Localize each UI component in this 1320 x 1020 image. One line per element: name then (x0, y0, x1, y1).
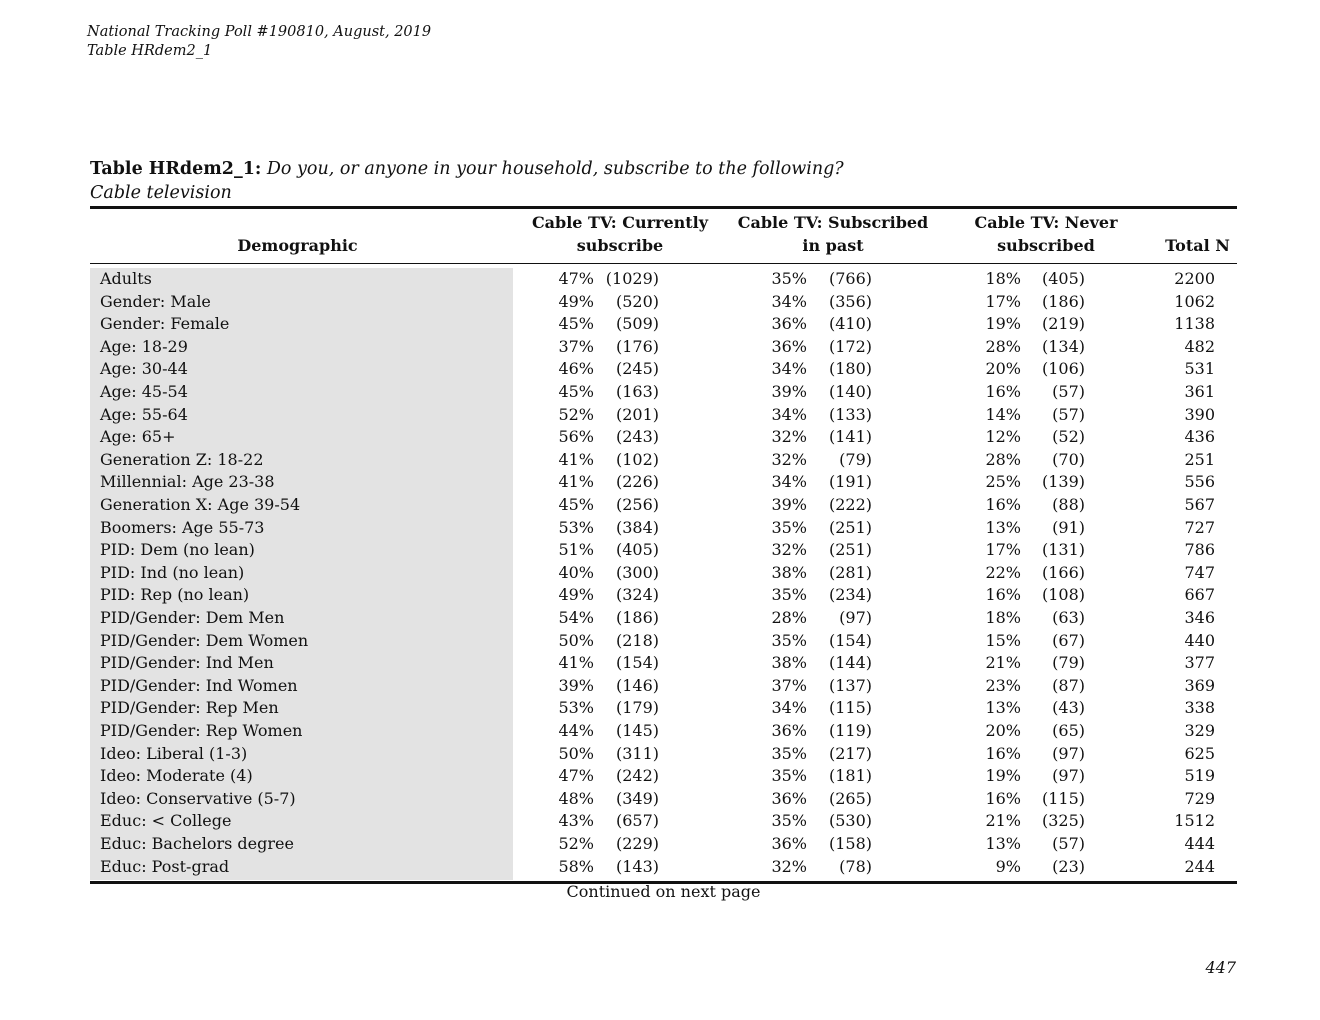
never-n: (87) (1052, 675, 1085, 695)
row-label: PID: Dem (no lean) (100, 540, 255, 560)
never-pct: 18% (985, 608, 1021, 627)
never-n: (57) (1052, 404, 1085, 424)
row-label: PID/Gender: Ind Men (100, 653, 274, 673)
total-n: 729 (1184, 788, 1215, 808)
past-pct: 38% (771, 562, 807, 582)
currently-n: (324) (615, 585, 659, 605)
never-n: (65) (1052, 721, 1085, 740)
past-pct: 32% (771, 427, 807, 447)
currently-pct: 41% (558, 472, 594, 492)
currently-pct: 47% (558, 766, 594, 786)
header-rule (90, 263, 1237, 264)
table-row (0, 494, 1320, 517)
currently-pct: 43% (558, 811, 594, 831)
row-label: Ideo: Liberal (1-3) (100, 743, 248, 763)
currently-pct: 48% (558, 788, 594, 808)
total-n: 244 (1184, 856, 1215, 876)
past-pct: 34% (771, 291, 807, 311)
never-pct: 28% (985, 449, 1021, 469)
past-n: (181) (828, 766, 872, 786)
table-row (0, 697, 1320, 720)
past-n: (180) (828, 359, 872, 379)
table-caption (90, 157, 844, 205)
past-pct: 36% (771, 721, 807, 740)
never-n: (79) (1052, 653, 1085, 673)
currently-pct: 41% (558, 449, 594, 469)
row-label: Generation Z: 18-22 (100, 449, 264, 469)
total-n: 440 (1184, 630, 1215, 650)
total-n: 369 (1184, 675, 1215, 695)
past-n: (410) (828, 314, 872, 334)
past-pct: 36% (771, 788, 807, 808)
past-pct: 38% (771, 653, 807, 673)
total-n: 377 (1184, 653, 1215, 673)
col-never: Cable TV: Never subscribed (974, 213, 1118, 255)
total-n: 482 (1184, 336, 1215, 356)
row-label: Gender: Female (100, 314, 230, 334)
never-n: (91) (1052, 517, 1085, 537)
never-pct: 13% (985, 698, 1021, 718)
row-label: Age: 45-54 (100, 382, 188, 401)
col-demographic: Demographic (237, 236, 358, 255)
past-pct: 35% (771, 585, 807, 605)
row-label: Age: 30-44 (100, 359, 188, 379)
never-pct: 15% (985, 630, 1021, 650)
never-pct: 13% (985, 517, 1021, 537)
never-n: (108) (1041, 585, 1085, 605)
never-pct: 23% (985, 675, 1021, 695)
past-n: (356) (828, 291, 872, 311)
total-n: 747 (1184, 562, 1215, 582)
currently-n: (179) (615, 698, 659, 718)
top-rule (90, 206, 1237, 209)
table-row (0, 584, 1320, 607)
past-pct: 35% (771, 811, 807, 831)
currently-n: (226) (615, 472, 659, 492)
currently-n: (176) (615, 336, 659, 356)
past-n: (133) (828, 404, 872, 424)
total-n: 625 (1184, 743, 1215, 763)
table-row (0, 833, 1320, 856)
col-total: Total N (1165, 236, 1230, 255)
row-label: Ideo: Conservative (5-7) (100, 788, 296, 808)
never-n: (106) (1041, 359, 1085, 379)
never-pct: 16% (985, 743, 1021, 763)
row-label: PID: Ind (no lean) (100, 562, 245, 582)
total-n: 338 (1184, 698, 1215, 718)
past-pct: 36% (771, 314, 807, 334)
total-n: 786 (1184, 540, 1215, 560)
never-n: (186) (1041, 291, 1085, 311)
currently-n: (657) (615, 811, 659, 831)
table-row (0, 449, 1320, 472)
currently-n: (163) (615, 382, 659, 401)
past-n: (191) (828, 472, 872, 492)
currently-pct: 44% (558, 721, 594, 740)
past-n: (78) (839, 856, 872, 876)
total-n: 519 (1184, 766, 1215, 786)
past-n: (141) (828, 427, 872, 447)
currently-pct: 56% (558, 427, 594, 447)
currently-n: (229) (615, 834, 659, 853)
total-n: 667 (1184, 585, 1215, 605)
past-pct: 35% (771, 517, 807, 537)
currently-pct: 40% (558, 562, 594, 582)
row-label: Age: 55-64 (100, 404, 188, 424)
col-past: Cable TV: Subscribed in past (737, 213, 929, 255)
never-n: (219) (1041, 314, 1085, 334)
past-n: (154) (828, 630, 872, 650)
currently-n: (218) (615, 630, 659, 650)
currently-n: (242) (615, 766, 659, 786)
table-row (0, 562, 1320, 585)
table-row (0, 381, 1320, 404)
currently-pct: 45% (558, 314, 594, 334)
row-label: Generation X: Age 39-54 (100, 495, 301, 514)
never-pct: 19% (985, 314, 1021, 334)
row-label: Educ: < College (100, 811, 232, 831)
total-n: 361 (1184, 382, 1215, 401)
table-id: Table HRdem2_1 (87, 43, 213, 59)
past-n: (144) (828, 653, 872, 673)
currently-pct: 47% (558, 269, 594, 288)
table-row (0, 291, 1320, 314)
never-n: (166) (1041, 562, 1085, 582)
never-pct: 22% (985, 562, 1021, 582)
total-n: 444 (1184, 834, 1215, 853)
never-pct: 9% (995, 856, 1021, 876)
past-pct: 39% (771, 495, 807, 514)
table-row (0, 607, 1320, 630)
past-n: (217) (828, 743, 872, 763)
past-n: (115) (828, 698, 872, 718)
past-pct: 34% (771, 404, 807, 424)
row-label: PID: Rep (no lean) (100, 585, 250, 605)
total-n: 1512 (1174, 811, 1215, 831)
past-pct: 37% (771, 675, 807, 695)
past-n: (172) (828, 336, 872, 356)
past-pct: 35% (771, 630, 807, 650)
currently-pct: 49% (558, 585, 594, 605)
past-pct: 35% (771, 743, 807, 763)
currently-pct: 53% (558, 698, 594, 718)
continued-note: Continued on next page (566, 882, 761, 901)
currently-pct: 41% (558, 653, 594, 673)
never-n: (88) (1052, 495, 1085, 514)
never-pct: 21% (985, 811, 1021, 831)
table-row (0, 743, 1320, 766)
never-pct: 21% (985, 653, 1021, 673)
never-pct: 25% (985, 472, 1021, 492)
row-label: Millennial: Age 23-38 (100, 472, 275, 492)
past-n: (251) (828, 540, 872, 560)
row-label: Educ: Post-grad (100, 856, 230, 876)
col-currently: Cable TV: Currently subscribe (531, 213, 709, 255)
never-pct: 16% (985, 495, 1021, 514)
caption-subtitle: Cable television (90, 183, 232, 203)
past-n: (281) (828, 562, 872, 582)
past-n: (137) (828, 675, 872, 695)
currently-n: (311) (615, 743, 659, 763)
caption-question: Do you, or anyone in your household, subscribe to the following? (266, 159, 844, 179)
table-row (0, 630, 1320, 653)
currently-n: (256) (615, 495, 659, 514)
never-n: (115) (1041, 788, 1085, 808)
currently-pct: 49% (558, 291, 594, 311)
currently-pct: 52% (558, 834, 594, 853)
past-n: (222) (828, 495, 872, 514)
total-n: 1062 (1174, 291, 1215, 311)
past-pct: 34% (771, 359, 807, 379)
never-n: (57) (1052, 834, 1085, 853)
currently-n: (201) (615, 404, 659, 424)
never-pct: 28% (985, 336, 1021, 356)
currently-pct: 52% (558, 404, 594, 424)
total-n: 251 (1184, 449, 1215, 469)
currently-n: (145) (615, 721, 659, 740)
table-row (0, 358, 1320, 381)
page-number: 447 (1205, 958, 1236, 977)
past-pct: 32% (771, 540, 807, 560)
past-pct: 28% (771, 608, 807, 627)
table-row (0, 539, 1320, 562)
currently-n: (384) (615, 517, 659, 537)
currently-n: (520) (615, 291, 659, 311)
past-n: (97) (839, 608, 872, 627)
currently-pct: 45% (558, 495, 594, 514)
row-label: Adults (100, 269, 152, 288)
past-pct: 32% (771, 449, 807, 469)
past-n: (140) (828, 382, 872, 401)
table-row (0, 720, 1320, 743)
currently-n: (245) (615, 359, 659, 379)
past-n: (158) (828, 834, 872, 853)
never-n: (63) (1052, 608, 1085, 627)
past-n: (251) (828, 517, 872, 537)
past-n: (530) (828, 811, 872, 831)
table-row (0, 652, 1320, 675)
table-row (0, 810, 1320, 833)
table-row (0, 471, 1320, 494)
never-pct: 16% (985, 382, 1021, 401)
table-row (0, 336, 1320, 359)
total-n: 2200 (1174, 269, 1215, 288)
never-pct: 17% (985, 540, 1021, 560)
past-n: (766) (828, 269, 872, 288)
currently-n: (186) (615, 608, 659, 627)
row-label: Age: 18-29 (100, 336, 188, 356)
caption-label: Table HRdem2_1: (90, 159, 262, 179)
total-n: 390 (1184, 404, 1215, 424)
never-pct: 14% (985, 404, 1021, 424)
row-label: Age: 65+ (100, 427, 176, 447)
never-pct: 17% (985, 291, 1021, 311)
row-label: PID/Gender: Rep Men (100, 698, 279, 718)
currently-n: (102) (615, 449, 659, 469)
currently-pct: 50% (558, 630, 594, 650)
total-n: 346 (1184, 608, 1215, 627)
table-row (0, 404, 1320, 427)
past-pct: 35% (771, 766, 807, 786)
past-pct: 36% (771, 336, 807, 356)
past-n: (119) (828, 721, 872, 740)
never-pct: 20% (985, 359, 1021, 379)
table-row (0, 856, 1320, 879)
table-row (0, 268, 1320, 291)
currently-pct: 51% (558, 540, 594, 560)
row-label: PID/Gender: Dem Women (100, 630, 309, 650)
never-n: (23) (1052, 856, 1085, 876)
currently-pct: 53% (558, 517, 594, 537)
table-row (0, 517, 1320, 540)
total-n: 531 (1184, 359, 1215, 379)
past-pct: 32% (771, 856, 807, 876)
never-n: (139) (1041, 472, 1085, 492)
past-pct: 34% (771, 698, 807, 718)
never-pct: 12% (985, 427, 1021, 447)
never-n: (43) (1052, 698, 1085, 718)
currently-pct: 46% (558, 359, 594, 379)
table-row (0, 313, 1320, 336)
row-label: PID/Gender: Dem Men (100, 608, 285, 627)
never-pct: 19% (985, 766, 1021, 786)
table-row (0, 675, 1320, 698)
never-n: (97) (1052, 743, 1085, 763)
past-n: (265) (828, 788, 872, 808)
never-n: (57) (1052, 382, 1085, 401)
currently-n: (243) (615, 427, 659, 447)
currently-pct: 54% (558, 608, 594, 627)
total-n: 436 (1184, 427, 1215, 447)
row-label: Educ: Bachelors degree (100, 834, 294, 853)
running-header (87, 23, 431, 61)
total-n: 727 (1184, 517, 1215, 537)
past-pct: 39% (771, 382, 807, 401)
total-n: 567 (1184, 495, 1215, 514)
never-pct: 20% (985, 721, 1021, 740)
currently-n: (143) (615, 856, 659, 876)
currently-n: (405) (615, 540, 659, 560)
row-label: Ideo: Moderate (4) (100, 766, 253, 786)
currently-n: (154) (615, 653, 659, 673)
poll-title: National Tracking Poll #190810, August, 2019 (87, 24, 432, 40)
never-n: (70) (1052, 449, 1085, 469)
row-label: Gender: Male (100, 291, 211, 311)
total-n: 329 (1184, 721, 1215, 740)
never-n: (67) (1052, 630, 1085, 650)
total-n: 1138 (1174, 314, 1215, 334)
row-label: PID/Gender: Ind Women (100, 675, 298, 695)
never-pct: 16% (985, 788, 1021, 808)
row-label: Boomers: Age 55-73 (100, 517, 265, 537)
currently-pct: 37% (558, 336, 594, 356)
past-n: (79) (839, 449, 872, 469)
past-pct: 34% (771, 472, 807, 492)
currently-n: (1029) (605, 269, 659, 288)
currently-n: (349) (615, 788, 659, 808)
row-label: PID/Gender: Rep Women (100, 721, 303, 740)
never-n: (52) (1052, 427, 1085, 447)
past-pct: 35% (771, 269, 807, 288)
table-row (0, 788, 1320, 811)
never-n: (131) (1041, 540, 1085, 560)
never-n: (134) (1041, 336, 1085, 356)
currently-n: (509) (615, 314, 659, 334)
currently-pct: 39% (558, 675, 594, 695)
table-row (0, 426, 1320, 449)
past-pct: 36% (771, 834, 807, 853)
past-n: (234) (828, 585, 872, 605)
never-pct: 18% (985, 269, 1021, 288)
currently-n: (300) (615, 562, 659, 582)
currently-pct: 50% (558, 743, 594, 763)
currently-pct: 45% (558, 382, 594, 401)
never-n: (97) (1052, 766, 1085, 786)
never-n: (405) (1041, 269, 1085, 288)
currently-n: (146) (615, 675, 659, 695)
never-n: (325) (1041, 811, 1085, 831)
table-row (0, 765, 1320, 788)
total-n: 556 (1184, 472, 1215, 492)
never-pct: 16% (985, 585, 1021, 605)
currently-pct: 58% (558, 856, 594, 876)
never-pct: 13% (985, 834, 1021, 853)
